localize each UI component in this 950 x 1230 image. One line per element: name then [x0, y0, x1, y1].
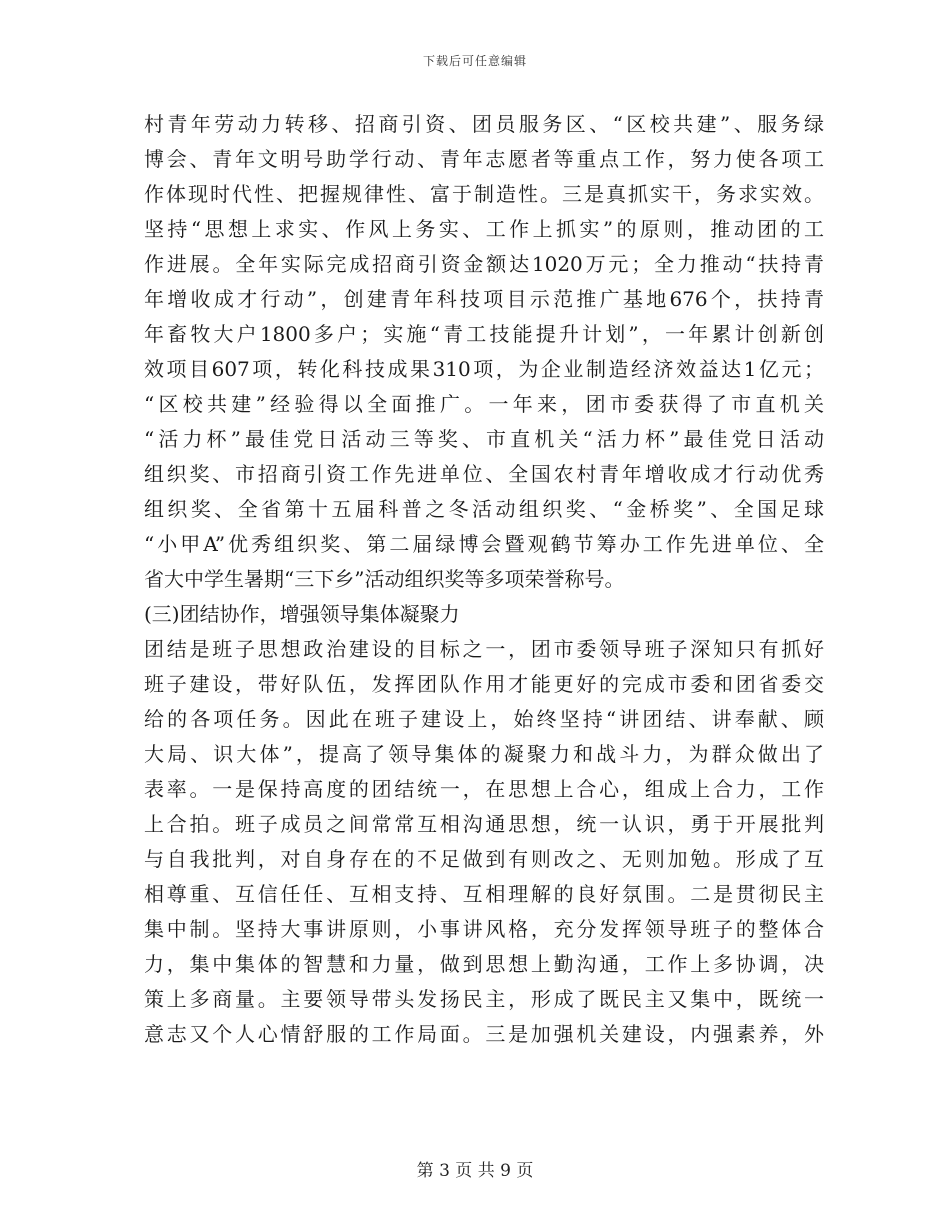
text-line	[144, 947, 824, 982]
text-line-content: “活力杯”最佳党日活动三等奖、市直机关“活力杯”最佳党日活动	[144, 427, 824, 451]
text-line-content: 组织奖、市招商引资工作先进单位、全国农村青年增收成才行动优秀	[144, 462, 824, 486]
text-line	[144, 982, 824, 1017]
text-line	[144, 247, 824, 282]
text-line	[144, 422, 824, 457]
text-line	[144, 282, 824, 317]
text-line-content: 团结是班子思想政治建设的目标之一，团市委领导班子深知只有抓好	[144, 637, 824, 661]
text-line-content: 给的各项任务。因此在班子建设上，始终坚持“讲团结、讲奉献、顾	[144, 707, 824, 731]
text-line-content: 坚持“思想上求实、作风上务实、工作上抓实”的原则，推动团的工	[144, 217, 824, 241]
text-line	[144, 912, 824, 947]
text-line-content: 大局、识大体”，提高了领导集体的凝聚力和战斗力，为群众做出了	[144, 742, 824, 766]
text-line-content: 与自我批判，对自身存在的不足做到有则改之、无则加勉。形成了互	[144, 847, 824, 871]
text-line-content: 村青年劳动力转移、招商引资、团员服务区、“区校共建”、服务绿	[144, 112, 824, 136]
text-line	[144, 317, 824, 352]
section-heading-text: (三)团结协作，增强领导集体凝聚力	[144, 602, 460, 626]
text-line	[144, 562, 824, 597]
text-line	[144, 807, 824, 842]
text-line	[144, 877, 824, 912]
text-line-content: 作体现时代性、把握规律性、富于制造性。三是真抓实干，务求实效。	[144, 182, 824, 206]
text-line-content: 效项目607项，转化科技成果310项，为企业制造经济效益达1亿元；	[144, 357, 824, 381]
text-line-content: 年增收成才行动”，创建青年科技项目示范推广基地676个，扶持青	[144, 287, 824, 311]
text-line-content: 力，集中集体的智慧和力量，做到思想上勤沟通，工作上多协调，决	[144, 952, 824, 976]
page-number-footer: 第 3 页 共 9 页	[416, 1161, 534, 1181]
text-line-content: 策上多商量。主要领导带头发扬民主，形成了既民主又集中，既统一	[144, 987, 824, 1011]
section-heading	[144, 597, 824, 632]
text-line	[144, 492, 824, 527]
text-line	[144, 177, 824, 212]
text-line-content: 班子建设，带好队伍，发挥团队作用才能更好的完成市委和团省委交	[144, 672, 824, 696]
document-body	[144, 107, 824, 1052]
page-header-note: 下载后可任意编辑	[422, 54, 527, 68]
text-line	[144, 1017, 824, 1052]
text-line-content: 组织奖、全省第十五届科普之冬活动组织奖、“金桥奖”、全国足球	[144, 497, 824, 521]
text-line-content: 年畜牧大户1800多户；实施“青工技能提升计划”，一年累计创新创	[144, 322, 824, 346]
text-line-content: “小甲A”优秀组织奖、第二届绿博会暨观鹤节筹办工作先进单位、全	[144, 532, 824, 556]
text-line-content: 作进展。全年实际完成招商引资金额达1020万元；全力推动“扶持青	[144, 252, 824, 276]
text-line-content: 集中制。坚持大事讲原则，小事讲风格，充分发挥领导班子的整体合	[144, 917, 824, 941]
text-line	[144, 702, 824, 737]
text-line	[144, 667, 824, 702]
text-line-content: 意志又个人心情舒服的工作局面。三是加强机关建设，内强素养，外	[144, 1022, 824, 1046]
text-line	[144, 107, 824, 142]
text-line	[144, 772, 824, 807]
text-line	[144, 527, 824, 562]
text-line	[144, 842, 824, 877]
text-line-content: 相尊重、互信任任、互相支持、互相理解的良好氛围。二是贯彻民主	[144, 882, 824, 906]
text-line-content: “区校共建”经验得以全面推广。一年来，团市委获得了市直机关	[144, 392, 824, 416]
text-line	[144, 142, 824, 177]
text-line	[144, 737, 824, 772]
text-line	[144, 212, 824, 247]
text-line-content: 表率。一是保持高度的团结统一，在思想上合心，组成上合力，工作	[144, 777, 824, 801]
text-line	[144, 352, 824, 387]
text-line	[144, 632, 824, 667]
text-line-content: 省大中学生暑期“三下乡”活动组织奖等多项荣誉称号。	[144, 567, 625, 591]
text-line-content: 博会、青年文明号助学行动、青年志愿者等重点工作，努力使各项工	[144, 147, 824, 171]
text-line	[144, 387, 824, 422]
text-line	[144, 457, 824, 492]
text-line-content: 上合拍。班子成员之间常常互相沟通思想，统一认识，勇于开展批判	[144, 812, 824, 836]
